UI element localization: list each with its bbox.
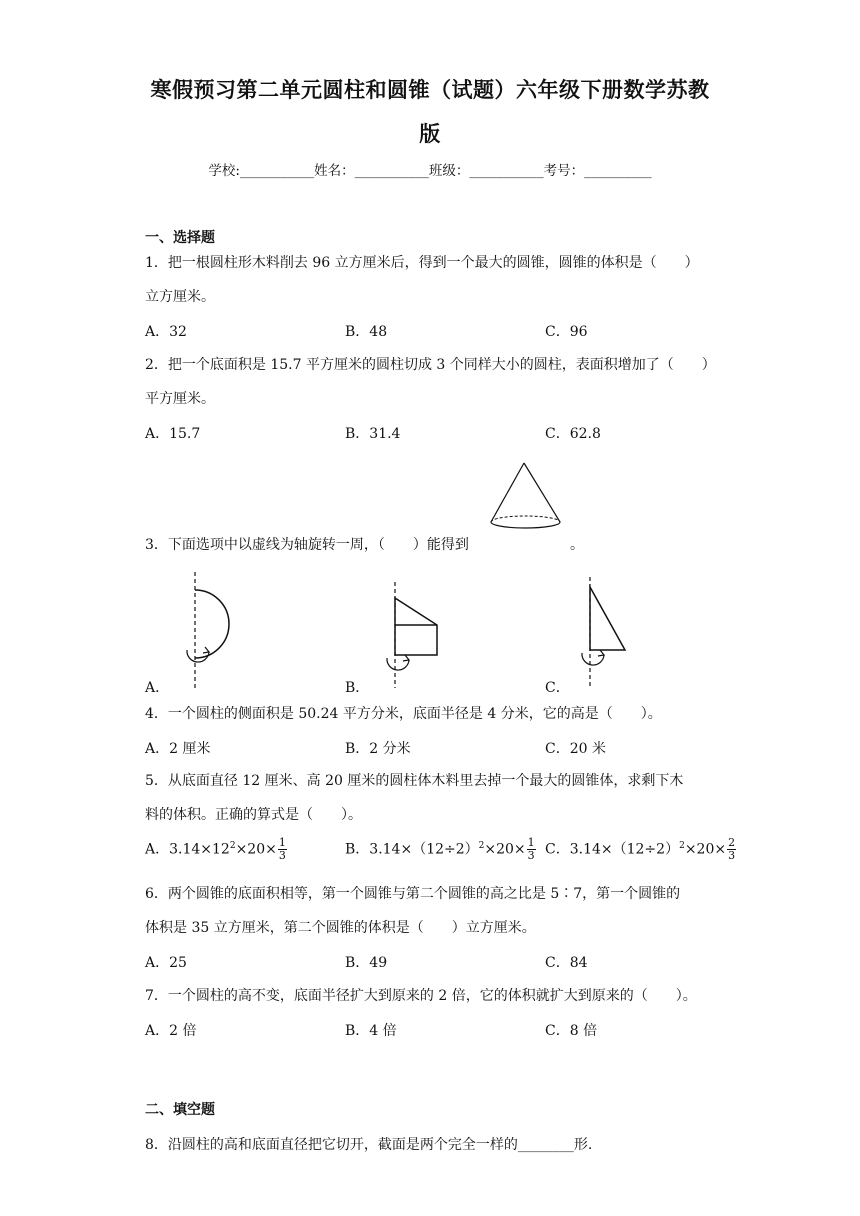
q5-stem-line1: 5．从底面直径 12 厘米、高 20 厘米的圆柱体木料里去掉一个最大的圆锥体，求剩下木	[145, 773, 684, 789]
q5-option-b-middle: ×20×	[484, 841, 526, 858]
q3-stem-end: 。	[570, 537, 584, 553]
page-title-line1: 寒假预习第二单元圆柱和圆锥（试题）六年级下册数学苏教	[150, 78, 710, 102]
q7-option-b: B．4 倍	[345, 1023, 397, 1039]
q5-option-c-exponent: 2	[679, 840, 685, 851]
q4-stem-line1: 4．一个圆柱的侧面积是 50.24 平方分米，底面半径是 4 分米，它的高是（ ）。	[145, 706, 662, 722]
q2-option-c: C．62.8	[545, 426, 601, 442]
fraction-numerator: 1	[527, 836, 535, 849]
q6-option-a: A．25	[145, 955, 187, 971]
q5-option-b-prefix: B．3.14×（12÷2）	[345, 841, 479, 858]
q7-option-c: C．8 倍	[545, 1023, 598, 1039]
student-info-line: 学校:___________姓名：___________班级：___________考号：__________	[208, 163, 652, 179]
q5-option-c-middle: ×20×	[684, 841, 727, 858]
q2-stem-line1: 2．把一个底面积是 15.7 平方厘米的圆柱切成 3 个同样大小的圆柱，表面积增加了（ ）	[145, 357, 716, 373]
q5-option-b	[345, 837, 536, 862]
q8-stem-line1: 8．沿圆柱的高和底面直径把它切开，截面是两个完全一样的________形.	[145, 1137, 593, 1153]
q5-option-c-fraction	[727, 837, 736, 862]
cone-figure	[488, 460, 568, 530]
q5-option-a-fraction	[278, 837, 287, 862]
q4-option-c: C．20 米	[545, 741, 606, 757]
trapezoid-on-axis-figure	[375, 580, 455, 690]
q5-option-b-fraction	[527, 837, 536, 862]
q5-option-a-middle: ×20×	[235, 841, 277, 858]
q3-option-b: B．	[345, 680, 370, 696]
fraction-numerator: 2	[728, 836, 736, 849]
q2-stem-line2: 平方厘米。	[145, 391, 215, 407]
fraction-denominator: 3	[728, 849, 736, 862]
q4-option-a: A．2 厘米	[145, 741, 211, 757]
q7-stem-line1: 7．一个圆柱的高不变，底面半径扩大到原来的 2 倍，它的体积就扩大到原来的（ ）。	[145, 988, 697, 1004]
fraction-denominator: 3	[278, 849, 286, 862]
q2-option-b: B．31.4	[345, 426, 401, 442]
q1-option-b: B．48	[345, 324, 388, 340]
q7-option-a: A．2 倍	[145, 1023, 197, 1039]
section-fill-heading: 二、填空题	[145, 1102, 215, 1118]
q5-option-c	[545, 837, 736, 862]
q5-stem-line2: 料的体积。正确的算式是（ ）。	[145, 807, 362, 823]
right-triangle-on-axis-figure	[570, 575, 640, 690]
q4-option-b: B．2 分米	[345, 741, 411, 757]
q3-stem: 3．下面选项中以虚线为轴旋转一周，（ ）能得到	[145, 537, 469, 553]
q5-option-a-prefix: A．3.14×12	[145, 841, 230, 858]
page-title-line2: 版	[419, 122, 441, 146]
q6-option-c: C．84	[545, 955, 588, 971]
fraction-denominator: 3	[527, 849, 535, 862]
q1-stem-line1: 1．把一根圆柱形木料削去 96 立方厘米后，得到一个最大的圆锥，圆锥的体积是（ ）	[145, 255, 699, 271]
fraction-numerator: 1	[278, 836, 286, 849]
q5-option-b-exponent: 2	[478, 840, 485, 851]
q1-stem-line2: 立方厘米。	[145, 289, 215, 305]
q1-option-a: A．32	[145, 324, 187, 340]
q5-option-a	[145, 837, 287, 862]
q5-option-a-exponent: 2	[229, 840, 236, 851]
q3-option-a: A．	[145, 680, 170, 696]
section-choice-heading: 一、选择题	[145, 230, 215, 246]
q6-stem-line1: 6．两个圆锥的底面积相等，第一个圆锥与第二个圆锥的高之比是 5∶7，第一个圆锥的	[145, 886, 681, 902]
semicircle-on-axis-figure	[175, 570, 235, 690]
q6-option-b: B．49	[345, 955, 388, 971]
q1-option-c: C．96	[545, 324, 588, 340]
q3-option-c: C．	[545, 680, 570, 696]
q6-stem-line2: 体积是 35 立方厘米，第二个圆锥的体积是（ ）立方厘米。	[145, 920, 536, 936]
q5-option-c-prefix: C．3.14×（12÷2）	[545, 841, 680, 858]
q2-option-a: A．15.7	[145, 426, 201, 442]
